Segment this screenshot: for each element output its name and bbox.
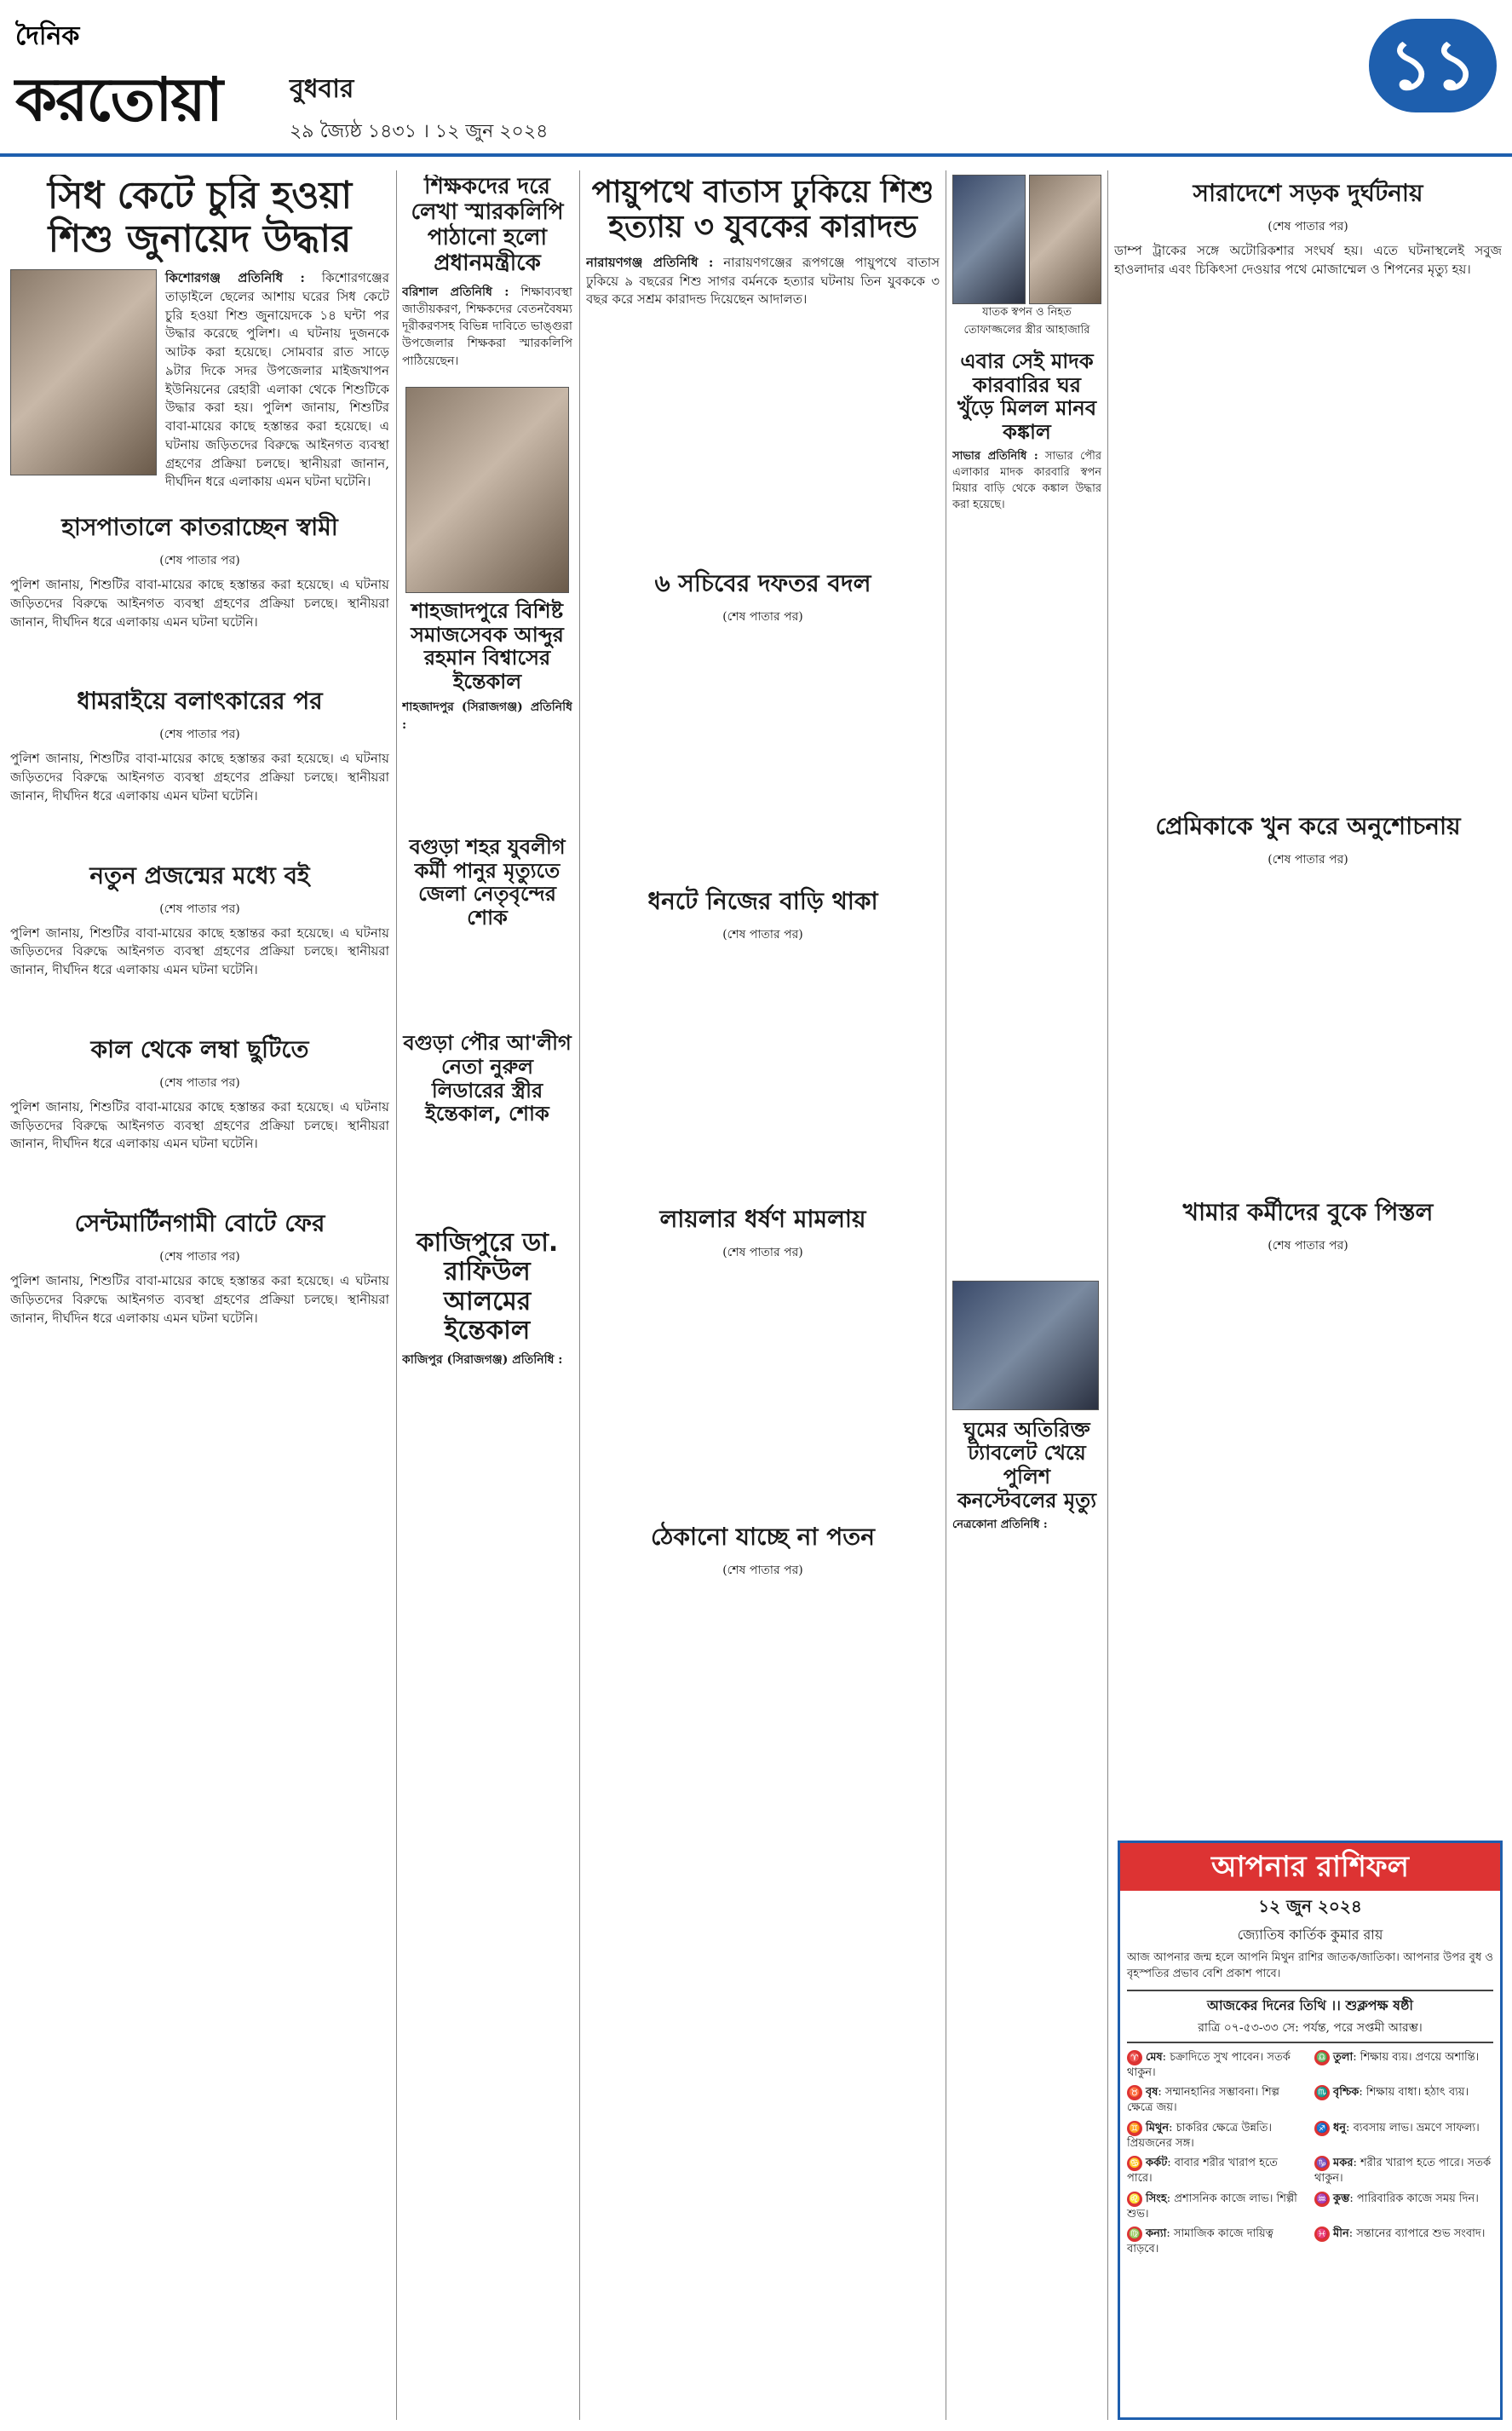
rashi-item: ♒ কুম্ভ: পারিবারিক কাজে সময় দিন। <box>1314 2192 1493 2222</box>
article-body: পুলিশ জানায়, শিশুটির বাবা-মায়ের কাছে হস্তান্তর করা হয়েছে। এ ঘটনায় জড়িতদের বিরুদ্ধে আইনগত ব্যবস্থা গ্রহণের প্রক্রিয়া চলছে। স্থানীয়রা জানান, দীর্ঘদিন ধরে এলাকায় এমন ঘটনা ঘটেনি। <box>10 1098 389 1152</box>
column-2 <box>402 175 572 2424</box>
continuation-note: (শেষ পাতার পর) <box>159 728 240 742</box>
zodiac-icon: ♊ <box>1127 2121 1142 2136</box>
masthead-logo <box>15 15 271 135</box>
continuation-note: (শেষ পাতার পর) <box>1268 852 1348 867</box>
headline-obituary: শাহজাদপুরে বিশিষ্ট সমাজসেবক আব্দুর রহমান বিশ্বাসের ইন্তেকাল <box>411 599 564 694</box>
column-divider <box>579 170 580 2420</box>
horoscope-box <box>1118 1841 1503 2420</box>
subheadline: সারাদেশে সড়ক দুর্ঘটনায় <box>1193 179 1423 207</box>
headline-condolence: বগুড়া শহর যুবলীগ কর্মী পানুর মৃত্যুতে জেলা নেতৃবৃন্দের শোক <box>409 835 566 930</box>
zodiac-icon: ♍ <box>1127 2226 1142 2242</box>
zodiac-icon: ♈ <box>1127 2050 1142 2065</box>
portrait-photo <box>405 387 569 593</box>
continuation-note: (শেষ পাতার পর) <box>1268 1238 1348 1253</box>
subheadline: খামার কর্মীদের বুকে পিস্তল <box>1182 1197 1434 1226</box>
rashi-item: ♊ মিথুন: চাকরির ক্ষেত্রে উন্নতি। প্রিয়জনের সঙ্গ। <box>1127 2121 1273 2150</box>
zodiac-icon: ♐ <box>1314 2121 1330 2136</box>
byline: নেত্রকোনা প্রতিনিধি : <box>952 1518 1048 1532</box>
rashi-item: ♎ তুলা: শিক্ষায় ব্যয়। প্রণয়ে অশান্তি। <box>1314 2050 1493 2081</box>
horoscope-title: আপনার রাশিফল <box>1120 1843 1500 1891</box>
article-body-cont: পুলিশ জানায়, শিশুটির বাবা-মায়ের কাছে হস্তান্তর করা হয়েছে। এ ঘটনায় জড়িতদের বিরুদ্ধে আইনগত ব্যবস্থা গ্রহণের প্রক্রিয়া চলছে। স্থানীয়রা জানান, দীর্ঘদিন ধরে এলাকায় এমন ঘটনা ঘটেনি। <box>165 400 389 490</box>
news-photo <box>952 175 1026 304</box>
subheadline: প্রেমিকাকে খুন করে অনুশোচনায় <box>1155 811 1461 840</box>
headline-obituary: কাজিপুরে ডা. রাফিউল আলমের ইন্তেকাল <box>416 1227 559 1346</box>
tithi-time: রাত্রি ০৭-৫৩-৩৩ সে: পর্যন্ত, পরে সপ্তমী আরম্ভ। <box>1198 2020 1423 2035</box>
logo-small-text: দৈনিক <box>15 21 80 51</box>
news-photo <box>952 1281 1099 1410</box>
subheadline: ঠেকানো যাচ্ছে না পতন <box>651 1523 875 1552</box>
byline: শাহজাদপুর (সিরাজগঞ্জ) প্রতিনিধি : <box>402 700 572 732</box>
masthead-rule <box>0 153 1512 157</box>
article-body: পুলিশ জানায়, শিশুটির বাবা-মায়ের কাছে হস্তান্তর করা হয়েছে। এ ঘটনায় জড়িতদের বিরুদ্ধে আইনগত ব্যবস্থা গ্রহণের প্রক্রিয়া চলছে। স্থানীয়রা জানান, দীর্ঘদিন ধরে এলাকায় এমন ঘটনা ঘটেনি। <box>10 751 389 804</box>
byline: বরিশাল প্রতিনিধি : <box>402 285 509 299</box>
headline-child-murder: পায়ুপথে বাতাস ঢুকিয়ে শিশু হত্যায় ৩ যুবকের কারাদন্ড <box>591 175 934 245</box>
headline-constable-death: ঘুমের অতিরিক্ত ট্যাবলেট খেয়ে পুলিশ কনস্টেবলের মৃত্যু <box>957 1417 1097 1512</box>
zodiac-icon: ♉ <box>1127 2085 1142 2100</box>
rashi-item: ♈ মেষ: চক্রাদিতে সুখ পাবেন। সতর্ক থাকুন। <box>1127 2050 1291 2079</box>
subheadline: লায়লার ধর্ষণ মামলায় <box>659 1205 866 1234</box>
zodiac-icon: ♒ <box>1314 2192 1330 2207</box>
continuation-note: (শেষ পাতার পর) <box>722 1246 803 1260</box>
news-photo <box>1029 175 1102 304</box>
article-body: ডাম্প ট্রাকের সঙ্গে অটোরিকশার সংঘর্ষ হয়। এতে ঘটনাস্থলেই সবুজ হাওলাদার এবং চিকিৎসা দেওয়ার পথে মোজাম্মেল ও শিপনের মৃত্যু হয়। <box>1114 243 1502 277</box>
subheadline: হাসপাতালে কাতরাচ্ছেন স্বামী <box>61 513 338 542</box>
article-body: পুলিশ জানায়, শিশুটির বাবা-মায়ের কাছে হস্তান্তর করা হয়েছে। এ ঘটনায় জড়িতদের বিরুদ্ধে আইনগত ব্যবস্থা গ্রহণের প্রক্রিয়া চলছে। স্থানীয়রা জানান, দীর্ঘদিন ধরে এলাকায় এমন ঘটনা ঘটেনি। <box>10 925 389 978</box>
column-5 <box>1114 175 1502 1836</box>
byline: কাজিপুর (সিরাজগঞ্জ) প্রতিনিধি : <box>402 1352 563 1367</box>
byline: নারায়ণগঞ্জ প্রতিনিধি : <box>586 254 714 270</box>
divider <box>1127 2042 1493 2043</box>
continuation-note: (শেষ পাতার পর) <box>722 610 803 625</box>
byline: কিশোরগঞ্জ প্রতিনিধি : <box>165 270 305 286</box>
zodiac-icon: ♓ <box>1314 2226 1330 2242</box>
column-divider <box>1107 170 1108 2420</box>
headline-child-rescued: সিধ কেটে চুরি হওয়া শিশু জুনায়েদ উদ্ধার <box>47 175 353 261</box>
horoscope-intro: আজ আপনার জন্ম হলে আপনি মিথুন রাশির জাতক/জাতিকা। আপনার উপর বুধ ও বৃহস্পতির প্রভাব বেশি প্রকাশ পাবে। <box>1127 1951 1493 1980</box>
horoscope-list <box>1120 2047 1500 2261</box>
subheadline: সেন্টমার্টিনগামী বোটে ফের <box>74 1209 325 1238</box>
subheadline: ধামরাইয়ে বলাৎকারের পর <box>77 687 323 716</box>
article-body: নারায়ণগঞ্জের রূপগঞ্জে পায়ুপথে বাতাস ঢুকিয়ে ৯ বছরের শিশু সাগর বর্মনকে হত্যার ঘটনায় তিন যুবককে ৩ বছর করে সশ্রম কারাদন্ড দিয়েছেন আদালত। <box>586 254 940 308</box>
subheadline: ৬ সচিবের দফতর বদল <box>654 569 871 598</box>
byline: সাভার প্রতিনিধি : <box>952 450 1038 464</box>
article-body: সাভার পৌর এলাকার মাদক কারবারি স্বপন মিয়ার বাড়ি থেকে কঙ্কাল উদ্ধার করা হয়েছে। <box>952 450 1101 511</box>
continuation-note: (শেষ পাতার পর) <box>159 1250 240 1264</box>
rashi-item: ♉ বৃষ: সম্মানহানির সম্ভাবনা। শিল্প ক্ষেত্রে জয়। <box>1127 2086 1279 2115</box>
news-photo <box>10 269 157 475</box>
issue-day: বুধবার <box>290 74 354 104</box>
continuation-note: (শেষ পাতার পর) <box>722 1564 803 1578</box>
tithi-label: আজকের দিনের তিথি ।। শুক্লপক্ষ ষষ্ঠী <box>1207 1996 1413 2013</box>
headline-condolence: বগুড়া পৌর আ'লীগ নেতা নুরুল লিডারের স্ত্রীর ইন্তেকাল, শোক <box>403 1031 572 1126</box>
subheadline: কাল থেকে লম্বা ছুটিতে <box>90 1034 309 1063</box>
article-body: কিশোরগঞ্জের তাড়াইলে ছেলের আশায় ঘরের সিধ কেটে চুরি হওয়া শিশু জুনায়েদকে ১৪ ঘন্টা পর উদ্ধার করেছে পুলিশ। এ ঘটনায় দুজনকে আটক করা হয়েছে। সোমবার রাত সাড়ে ৯টার দিকে সদর উপজেলার মাইজখাপন ইউনিয়নের রেহারী এলাকা থেকে শিশুটিকে উদ্ধার করা হয়। <box>165 270 389 416</box>
issue-date-line: ২৯ জ্যৈষ্ঠ ১৪৩১ । ১২ জুন ২০২৪ <box>290 121 549 142</box>
zodiac-icon: ♋ <box>1127 2156 1142 2171</box>
rashi-item: ♋ কর্কট: বাবার শরীর খারাপ হতে পারে। <box>1127 2157 1278 2186</box>
zodiac-icon: ♑ <box>1314 2156 1330 2171</box>
horoscope-date: ১২ জুন ২০২৪ <box>1258 1896 1362 1916</box>
article-body: পুলিশ জানায়, শিশুটির বাবা-মায়ের কাছে হস্তান্তর করা হয়েছে। এ ঘটনায় জড়িতদের বিরুদ্ধে আইনগত ব্যবস্থা গ্রহণের প্রক্রিয়া চলছে। স্থানীয়রা জানান, দীর্ঘদিন ধরে এলাকায় এমন ঘটনা ঘটেনি। <box>10 577 389 630</box>
logo-big-text: করতোয়া <box>15 65 221 135</box>
headline-teachers-memorandum: শিক্ষকদের দরে লেখা স্মারকলিপি পাঠানো হলো প্রধানমন্ত্রীকে <box>411 175 564 276</box>
photo-caption: যাতক স্বপন ও নিহত তোফাজ্জলের স্ত্রীর আহাজারি <box>963 306 1090 337</box>
rashi-item: ♑ মকর: শরীর খারাপ হতে পারে। সতর্ক থাকুন। <box>1314 2157 1492 2186</box>
column-3 <box>586 175 940 2424</box>
rashi-item: ♐ ধনু: ব্যবসায় লাভ। ভ্রমণে সাফল্য। <box>1314 2121 1493 2152</box>
horoscope-author: জ্যোতিষ কার্তিক কুমার রায় <box>1237 1927 1383 1943</box>
page-number: ১১ <box>1369 19 1497 112</box>
rashi-item: ♏ বৃশ্চিক: শিক্ষায় বাধা। হঠাৎ ব্যয়। <box>1314 2085 1493 2116</box>
headline-skeleton-found: এবার সেই মাদক কারবারির ঘর খুঁড়ে মিলল মানব কঙ্কাল <box>957 349 1097 444</box>
column-4 <box>952 175 1101 2424</box>
subheadline: নতুন প্রজন্মের মধ্যে বই <box>89 861 310 890</box>
continuation-note: (শেষ পাতার পর) <box>722 928 803 942</box>
zodiac-icon: ♎ <box>1314 2050 1330 2065</box>
article-body: শিক্ষাব্যবস্থা জাতীয়করণ, শিক্ষকদের বেতনবৈষম্য দূরীকরণসহ বিভিন্ন দাবিতে ভাঙ্গুরা উপজেলার শিক্ষকরা স্মারকলিপি পাঠিয়েছেন। <box>402 285 572 368</box>
zodiac-icon: ♏ <box>1314 2085 1330 2100</box>
subheadline: ধনটে নিজের বাড়ি থাকা <box>647 887 878 916</box>
rashi-item: ♌ সিংহ: প্রশাসনিক কাজে লাভ। শিল্পী শুভ। <box>1127 2192 1297 2221</box>
column-divider <box>396 170 397 2420</box>
continuation-note: (শেষ পাতার পর) <box>1268 220 1348 233</box>
issue-date <box>290 68 801 145</box>
continuation-note: (শেষ পাতার পর) <box>159 902 240 916</box>
zodiac-icon: ♌ <box>1127 2192 1142 2207</box>
column-1 <box>10 175 389 2424</box>
divider <box>1127 1990 1493 1991</box>
rashi-item: ♍ কন্যা: সামাজিক কাজে দায়িত্ব বাড়বে। <box>1127 2227 1273 2256</box>
continuation-note: (শেষ পাতার পর) <box>159 1075 240 1090</box>
continuation-note: (শেষ পাতার পর) <box>159 554 240 568</box>
article-body: পুলিশ জানায়, শিশুটির বাবা-মায়ের কাছে হস্তান্তর করা হয়েছে। এ ঘটনায় জড়িতদের বিরুদ্ধে আইনগত ব্যবস্থা গ্রহণের প্রক্রিয়া চলছে। স্থানীয়রা জানান, দীর্ঘদিন ধরে এলাকায় এমন ঘটনা ঘটেনি। <box>10 1273 389 1326</box>
rashi-item: ♓ মীন: সন্তানের ব্যাপারে শুভ সংবাদ। <box>1314 2226 1493 2257</box>
